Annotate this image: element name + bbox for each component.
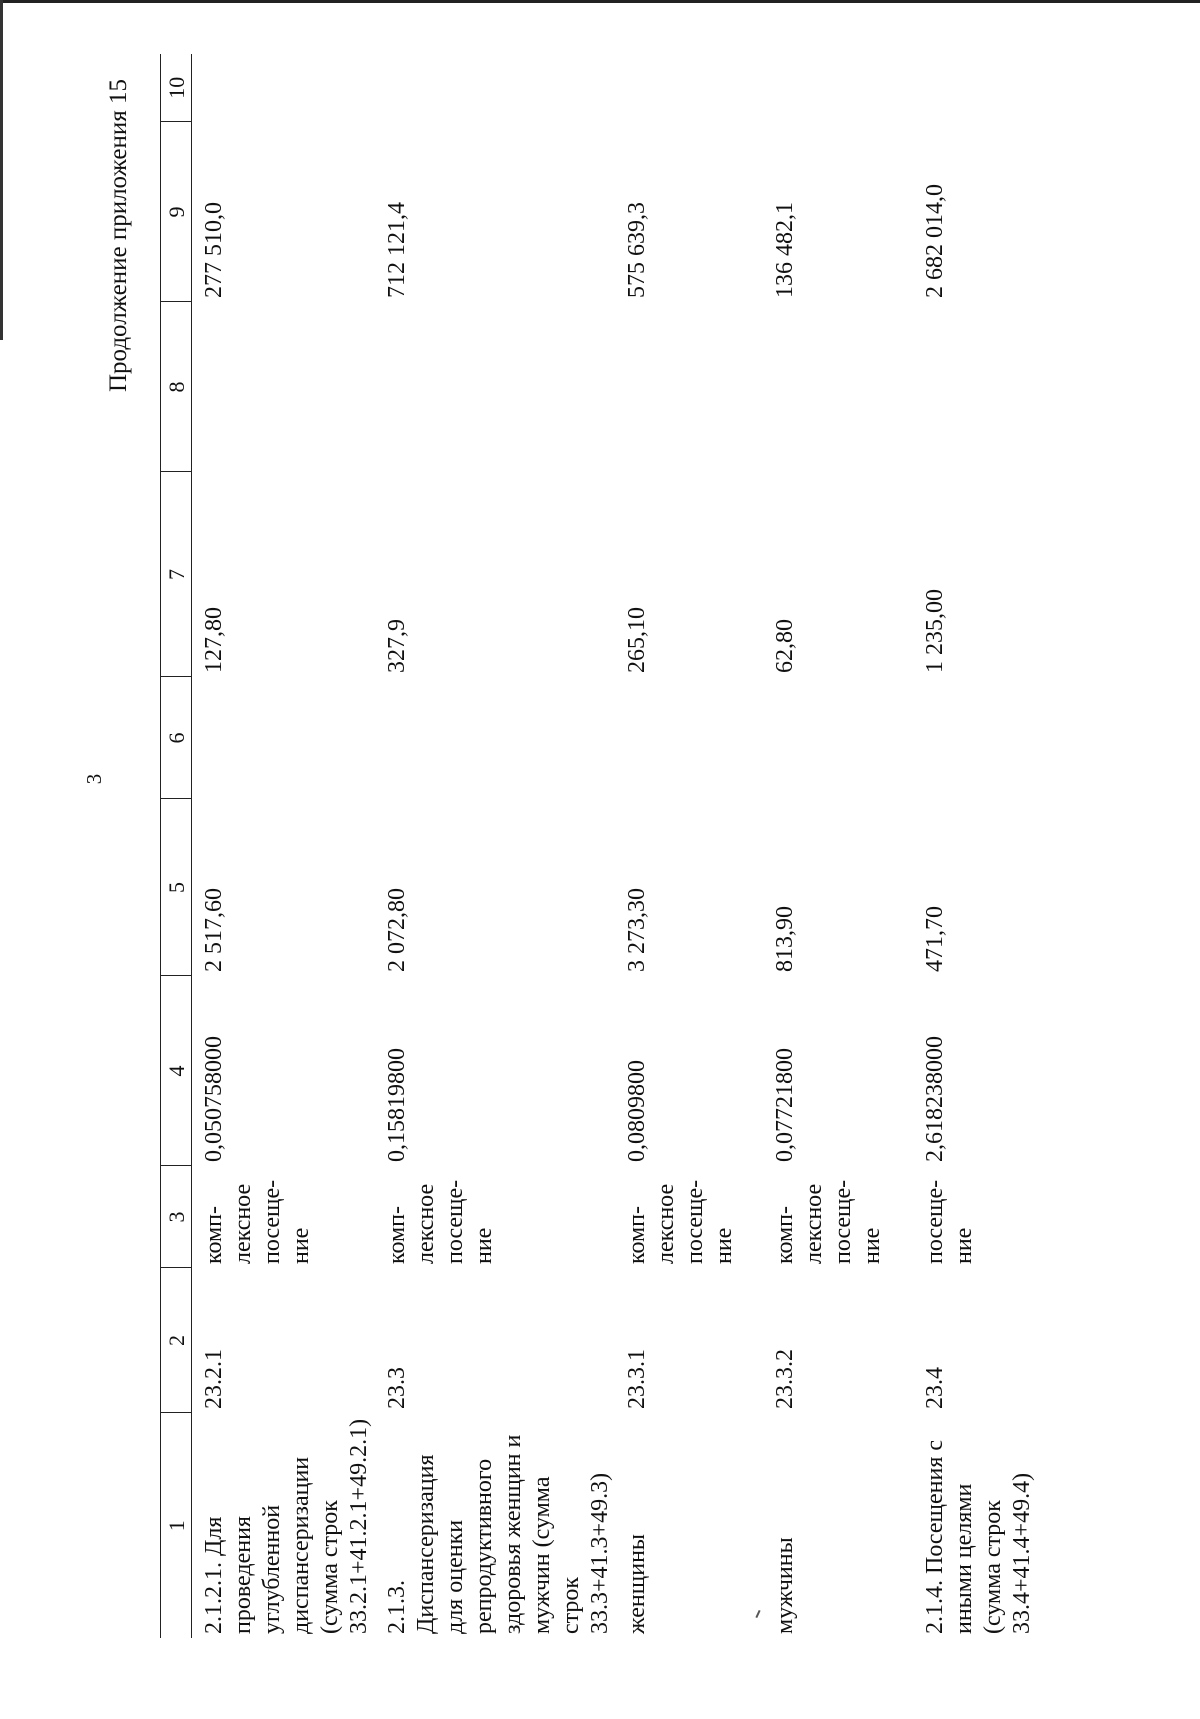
row-col7: 127,80 [201, 607, 227, 673]
row-code: 23.3 [384, 1367, 410, 1409]
table-row [375, 54, 615, 1638]
col-header-10: 10 [161, 54, 192, 122]
row-code: 23.4 [922, 1367, 948, 1409]
col-header-5: 5 [161, 799, 192, 976]
row-col9: 575 639,3 [624, 202, 650, 298]
row-cost: 2 517,60 [201, 888, 227, 972]
row-col7: 1 235,00 [922, 589, 948, 673]
row-col8 [615, 302, 763, 472]
row-name: 2.1.3. Диспансеризация для оценки репродуктивного здоровья женщин и мужчин (сумма строк 33.3+41.3+49.3) [384, 1434, 613, 1634]
row-col9: 2 682 014,0 [922, 184, 948, 298]
row-norm: 0,15819800 [384, 1048, 410, 1162]
row-name: 2.1.4. Посещения с иными целями (сумма строк 33.4+41.4+49.4) [922, 1439, 1035, 1634]
row-col9: 277 510,0 [201, 202, 227, 298]
row-name: женщины [624, 1533, 650, 1634]
row-norm: 2,618238000 [922, 1036, 948, 1162]
col-header-6: 6 [161, 677, 192, 799]
row-col7: 265,10 [624, 607, 650, 673]
row-col6 [913, 677, 1041, 799]
row-col7: 62,80 [772, 619, 798, 673]
row-col6 [192, 677, 376, 799]
row-col8 [913, 302, 1041, 472]
row-col8 [375, 302, 615, 472]
row-col7: 327,9 [384, 619, 410, 673]
row-unit: посеще-ние [922, 1179, 977, 1264]
row-cost: 813,90 [772, 906, 798, 972]
col-header-9: 9 [161, 122, 192, 302]
row-unit: комп-лексное посеще-ние [201, 1179, 314, 1264]
col-header-4: 4 [161, 976, 192, 1166]
row-col9: 136 482,1 [772, 202, 798, 298]
row-code: 23.2.1 [201, 1349, 227, 1409]
data-table [160, 54, 1041, 1638]
row-unit: комп-лексное посеще-ние [624, 1179, 737, 1264]
row-col8 [763, 302, 913, 472]
table-row [763, 54, 913, 1638]
appendix-continuation-note: Продолжение приложения 15 [105, 79, 132, 393]
col-header-2: 2 [161, 1268, 192, 1413]
row-code: 23.3.2 [772, 1349, 798, 1409]
row-cost: 2 072,80 [384, 888, 410, 972]
row-norm: 0,07721800 [772, 1048, 798, 1162]
row-col8 [192, 302, 376, 472]
row-col10 [763, 54, 913, 122]
row-unit: комп-лексное посеще-ние [772, 1179, 885, 1264]
row-col10 [913, 54, 1041, 122]
row-cost: 471,70 [922, 906, 948, 972]
row-col10 [192, 54, 376, 122]
row-col6 [615, 677, 763, 799]
row-cost: 3 273,30 [624, 888, 650, 972]
row-col10 [375, 54, 615, 122]
row-col10 [615, 54, 763, 122]
row-col6 [375, 677, 615, 799]
table-row [192, 54, 376, 1638]
row-unit: комп-лексное посеще-ние [384, 1179, 497, 1264]
row-norm: 0,0809800 [624, 1060, 650, 1162]
col-header-1: 1 [161, 1413, 192, 1638]
column-number-header [161, 54, 192, 1638]
row-col9: 712 121,4 [384, 202, 410, 298]
col-header-7: 7 [161, 472, 192, 677]
row-name: мужчины [772, 1537, 798, 1634]
col-header-8: 8 [161, 302, 192, 472]
table-row [913, 54, 1041, 1638]
page-number: 3 [82, 773, 106, 785]
table-row [615, 54, 763, 1638]
row-norm: 0,050758000 [201, 1036, 227, 1162]
row-code: 23.3.1 [624, 1349, 650, 1409]
row-col6 [763, 677, 913, 799]
row-name: 2.1.2.1. Для проведения углубленной диспансеризации (сумма строк 33.2.1+41.2.1+49.2.1) [201, 1418, 372, 1634]
col-header-3: 3 [161, 1166, 192, 1268]
